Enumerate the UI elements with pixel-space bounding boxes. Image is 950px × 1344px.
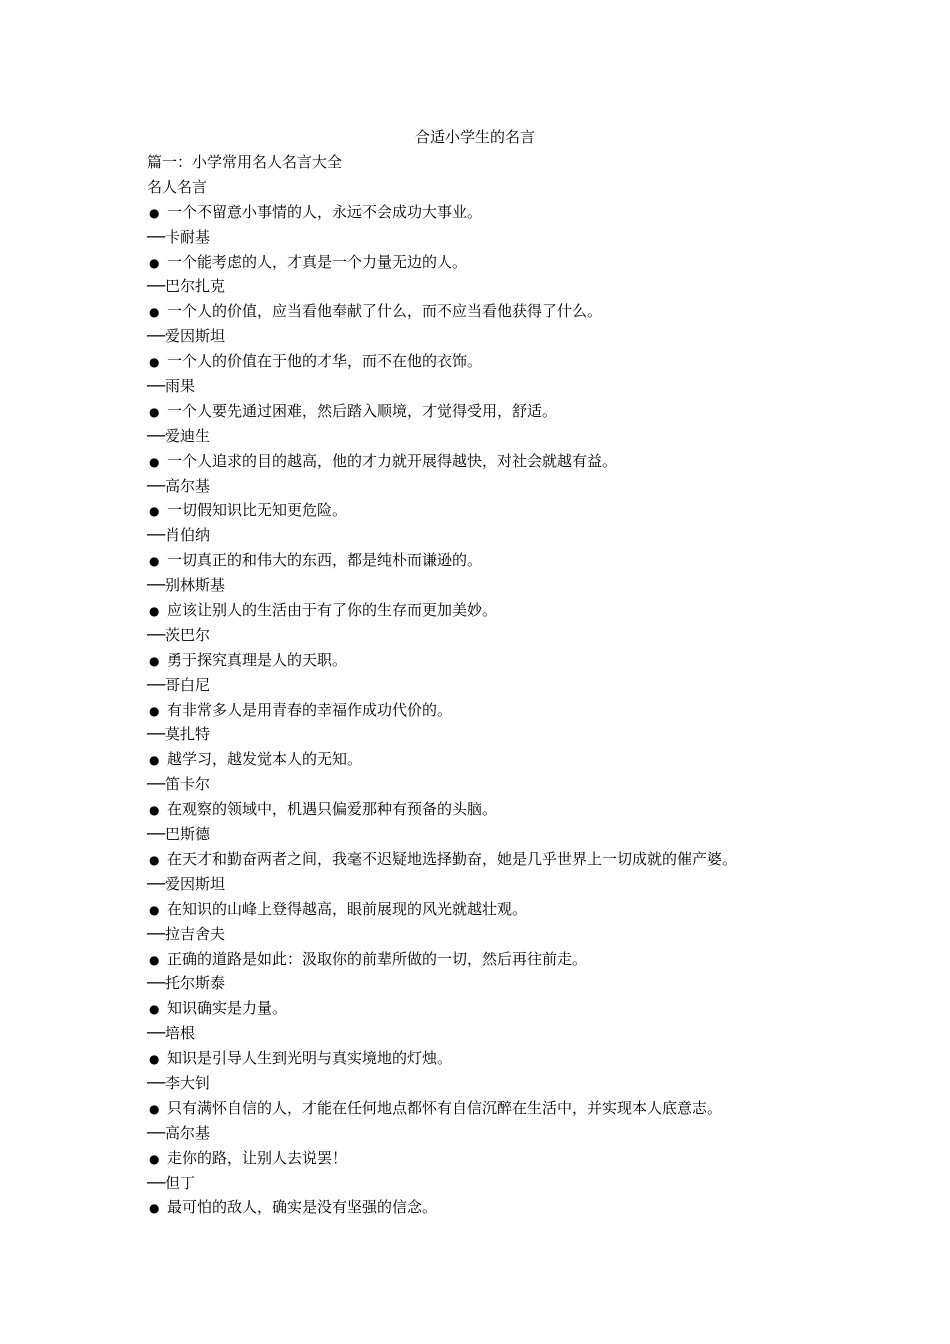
quote-text: 一个不留意小事情的人，永远不会成功大事业。: [167, 202, 483, 221]
document-body: [147, 150, 847, 1220]
quote-author: ──巴斯德: [147, 825, 211, 844]
quote-author: ──爱因斯坦: [147, 327, 226, 346]
quote-item: [147, 548, 847, 573]
quote-text: 知识确实是力量。: [167, 999, 288, 1018]
quote-author: ──笛卡尔: [147, 775, 211, 794]
quote-text: 知识是引导人生到光明与真实境地的灯烛。: [167, 1049, 453, 1068]
quote-author: ──肖伯纳: [147, 526, 211, 545]
quote-item: [147, 847, 847, 872]
quote-text: 正确的道路是如此：汲取你的前辈所做的一切，然后再往前走。: [167, 949, 588, 968]
quote-author: ──高尔基: [147, 476, 211, 495]
quote-item: [147, 250, 847, 275]
quote-item: [147, 299, 847, 324]
quote-text: 只有满怀自信的人，才能在任何地点都怀有自信沉醉在生活中，并实现本人底意志。: [167, 1098, 723, 1117]
quote-item: [147, 498, 847, 523]
quote-text: 越学习，越发觉本人的无知。: [167, 750, 363, 769]
quote-item: [147, 897, 847, 922]
quote-text: 一切假知识比无知更危险。: [167, 501, 348, 520]
bullet-icon: ●: [149, 703, 160, 718]
quote-text: 应该让别人的生活由于有了你的生存而更加美妙。: [167, 601, 498, 620]
bullet-icon: ●: [149, 554, 160, 569]
bullet-icon: ●: [149, 255, 160, 270]
quote-item: [147, 1096, 847, 1121]
bullet-icon: ●: [149, 902, 160, 917]
bullet-icon: ●: [149, 1151, 160, 1166]
quote-text: 在观察的领域中，机遇只偏爱那种有预备的头脑。: [167, 800, 498, 819]
quote-item: [147, 1046, 847, 1071]
bullet-icon: ●: [149, 653, 160, 668]
quote-text: 在知识的山峰上登得越高，眼前展现的风光就越壮观。: [167, 899, 528, 918]
quote-text: 勇于探究真理是人的天职。: [167, 650, 348, 669]
quote-text: 一个人要先通过困难，然后踏入顺境，才觉得受用，舒适。: [167, 401, 558, 420]
quote-item: [147, 996, 847, 1021]
quote-author: ──卡耐基: [147, 227, 211, 246]
quote-item: [147, 200, 847, 225]
quote-list: [147, 200, 847, 1221]
quote-text: 一个能考虑的人，才真是一个力量无边的人。: [167, 252, 468, 271]
quote-item: [147, 598, 847, 623]
quote-item: [147, 747, 847, 772]
bullet-icon: ●: [149, 305, 160, 320]
quote-author: ──但丁: [147, 1173, 196, 1192]
bullet-icon: ●: [149, 952, 160, 967]
quote-item: [147, 797, 847, 822]
bullet-icon: ●: [149, 852, 160, 867]
quote-text: 一个人的价值，应当看他奉献了什么，而不应当看他获得了什么。: [167, 302, 603, 321]
bullet-icon: ●: [149, 1201, 160, 1216]
bullet-icon: ●: [149, 504, 160, 519]
bullet-icon: ●: [149, 454, 160, 469]
quote-item: [147, 349, 847, 374]
quote-text: 在天才和勤奋两者之间，我毫不迟疑地选择勤奋，她是几乎世界上一切成就的催产婆。: [167, 849, 738, 868]
bullet-icon: ●: [149, 1052, 160, 1067]
quote-text: 最可怕的敌人，确实是没有坚强的信念。: [167, 1198, 438, 1217]
quote-item: [147, 947, 847, 972]
subheading: 名人名言: [147, 177, 208, 196]
quote-item: [147, 698, 847, 723]
quote-author: ──茨巴尔: [147, 625, 211, 644]
quote-item: [147, 648, 847, 673]
section-heading: 篇一：小学常用名人名言大全: [147, 153, 343, 171]
quote-author: ──托尔斯泰: [147, 974, 226, 993]
quote-author: ──高尔基: [147, 1123, 211, 1142]
quote-text: 走你的路，让别人去说罢！: [167, 1148, 348, 1167]
bullet-icon: ●: [149, 604, 160, 619]
quote-author: ──莫扎特: [147, 725, 211, 744]
quote-author: ──哥白尼: [147, 675, 211, 694]
quote-text: 一个人追求的目的越高，他的才力就开展得越快，对社会就越有益。: [167, 451, 618, 470]
quote-item: [147, 399, 847, 424]
quote-author: ──培根: [147, 1024, 196, 1043]
document-title: 合适小学生的名言: [414, 128, 535, 146]
quote-author: ──爱因斯坦: [147, 874, 226, 893]
bullet-icon: ●: [149, 803, 160, 818]
quote-author: ──李大钊: [147, 1073, 211, 1092]
bullet-icon: ●: [149, 753, 160, 768]
quote-text: 一切真正的和伟大的东西，都是纯朴而谦逊的。: [167, 551, 483, 570]
quote-item: [147, 449, 847, 474]
quote-author: ──爱迪生: [147, 426, 211, 445]
quote-item: [147, 1146, 847, 1171]
quote-text: 一个人的价值在于他的才华，而不在他的衣饰。: [167, 352, 483, 371]
quote-author: ──巴尔扎克: [147, 277, 226, 296]
bullet-icon: ●: [149, 205, 160, 220]
bullet-icon: ●: [149, 1101, 160, 1116]
quote-text: 有非常多人是用青春的幸福作成功代价的。: [167, 700, 453, 719]
quote-item: [147, 1195, 847, 1220]
quote-author: ──拉吉舍夫: [147, 924, 226, 943]
bullet-icon: ●: [149, 355, 160, 370]
bullet-icon: ●: [149, 404, 160, 419]
quote-author: ──别林斯基: [147, 576, 226, 595]
bullet-icon: ●: [149, 1002, 160, 1017]
quote-author: ──雨果: [147, 377, 196, 396]
